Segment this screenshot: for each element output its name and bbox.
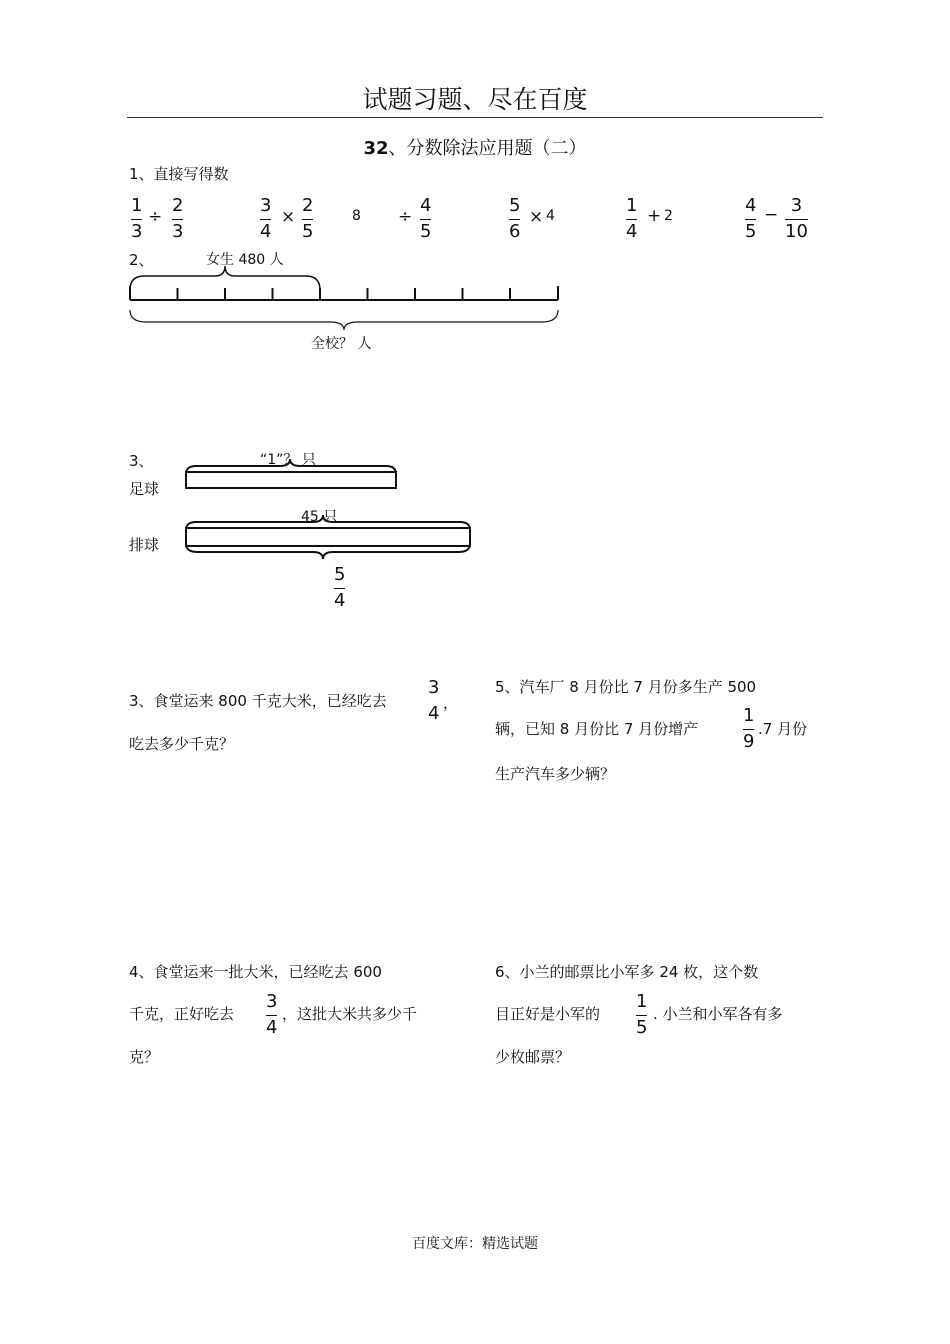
q1-item6-frac-b: 3 10 [785,195,808,242]
p4-line3: 克？ [129,1048,160,1066]
q1-item6-op: − [764,205,779,225]
q3d-fraction: 5 4 [334,564,346,611]
q1-item2-op: × [281,207,296,227]
q2-top-label: 女生 480 人 [206,252,284,268]
p4-line1: 4、食堂运来一批大米，已经吃去 600 [129,963,382,981]
q3d-label: 3、 [129,452,154,470]
q1-label: 1、直接写得数 [129,165,229,183]
p3-line2: 吃去多少千克？ [129,735,235,753]
page-header: 试题习题、尽在百度 [362,85,588,114]
q3d-row1-label: 足球 [129,480,160,498]
q2-bottom-label: 全校？ 人 [311,336,372,352]
q1-item6-frac-a: 4 5 [745,195,757,242]
q2-label: 2、 [129,251,154,269]
q1-item4-tail: 4 [546,208,555,224]
p3-fraction: 3 4 [428,677,440,724]
q1-item1-frac-b: 2 3 [172,195,184,242]
title-number: 32 [363,138,389,159]
q1-item3-frac-b: 4 5 [420,195,432,242]
q1-item5-op: + [647,206,662,226]
p5-line2a: 辆，已知 8 月份比 7 月份增产 [495,720,699,738]
q3d-row2-brace-label: 45 只 [301,509,338,525]
header-rule [127,117,823,118]
q1-item5-frac-a: 1 4 [626,195,638,242]
p6-line2a: 目正好是小军的 [495,1005,601,1023]
p4-fraction: 3 4 [266,991,278,1038]
q1-item4-op: × [529,207,544,227]
p4-line2a: 千克，正好吃去 [129,1005,235,1023]
q1-item1-frac-a: 1 3 [131,195,143,242]
p4-line2b: ，这批大米共多少千 [282,1005,418,1023]
q3d-row1-brace-label: “1”？ 只 [260,452,316,468]
p5-line3: 生产汽车多少辆？ [495,765,616,783]
q1-item4-frac-a: 5 6 [509,195,521,242]
p5-fraction: 1 9 [743,705,755,752]
p3-comma: ， [443,694,459,712]
p3-line1: 3、食堂运来 800 千克大米，已经吃去 [129,692,387,710]
p5-line1: 5、汽车厂 8 月份比 7 月份多生产 500 [495,678,757,696]
q1-item3-op: ÷ [398,207,413,227]
title-text: 、分数除法应用题（二） [388,138,587,159]
p6-line3: 少枚邮票？ [495,1048,571,1066]
q1-item5-tail: 2 [664,208,673,224]
p6-line1: 6、小兰的邮票比小军多 24 枚，这个数 [495,963,759,981]
q2-segment-diagram [120,262,570,332]
page-title [0,134,950,160]
p5-line2b: .7 月份 [758,720,808,738]
page-footer: 百度文库：精选试题 [412,1236,538,1252]
q1-item3-lead: 8 [352,208,361,224]
q1-item2-frac-a: 3 4 [260,195,272,242]
p6-fraction: 1 5 [636,991,648,1038]
q1-item2-frac-b: 2 5 [302,195,314,242]
p6-line2b: . 小兰和小军各有多 [653,1005,783,1023]
q1-item1-op: ÷ [148,207,163,227]
q3d-row2-label: 排球 [129,536,160,554]
